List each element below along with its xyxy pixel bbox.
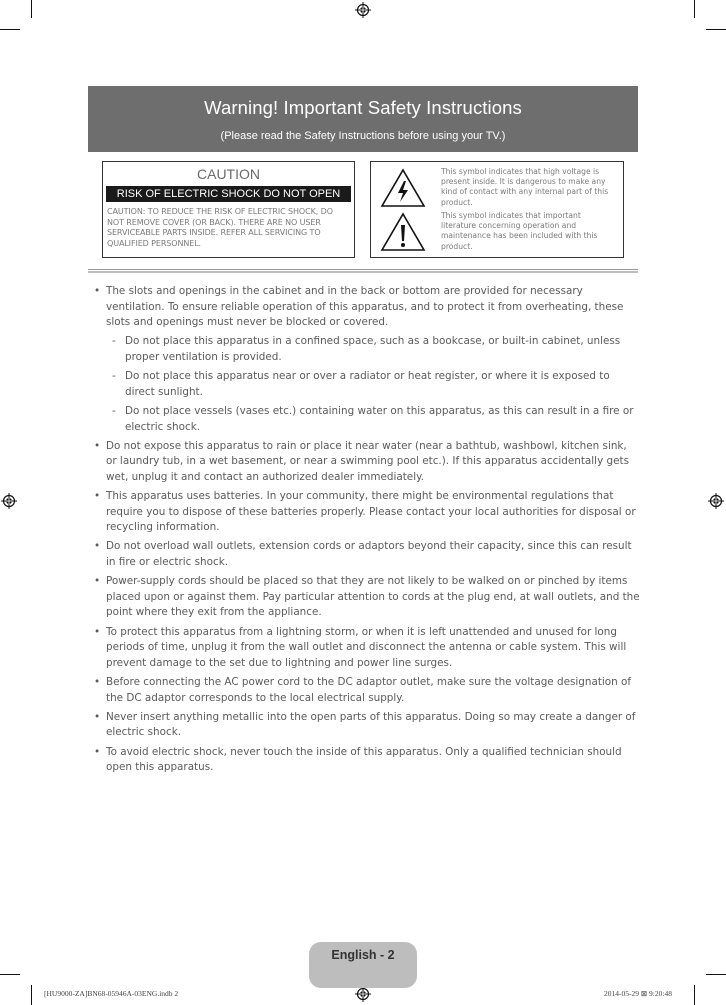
crop-mark: [0, 974, 20, 975]
list-item-text: Before connecting the AC power cord to the DC adaptor outlet, make sure the voltage designation of the DC adaptor corresponds to the local electrical supply.: [106, 676, 632, 704]
page-subtitle: (Please read the Safety Instructions before using your TV.): [220, 130, 506, 142]
crop-mark: [31, 0, 32, 18]
high-voltage-description: This symbol indicates that high voltage is present inside. It is dangerous to make any kind of contact with any internal part of this product.: [441, 167, 609, 207]
sub-list-item: [92, 334, 640, 365]
crop-mark: [31, 985, 32, 1005]
list-item: [92, 439, 640, 486]
list-item-text: Never insert anything metallic into the open parts of this apparatus. Doing so may create a danger of electric shock.: [106, 710, 636, 739]
sub-list-item-text: Do not place this apparatus in a confined space, such as a bookcase, or built-in cabinet, unless proper ventilation is provided.: [125, 335, 621, 363]
bullet-mark: •: [94, 439, 101, 452]
bullet-mark: •: [94, 285, 101, 297]
bullet-mark: •: [94, 745, 101, 758]
list-item-text: Power-supply cords should be placed so that they are not likely to be walked on or pinched by items placed upon or against them. Pay particular attention to cords at the plug end, at wall outlets, and the point where they exit from the appliance.: [106, 575, 640, 619]
dash-mark: -: [112, 335, 116, 348]
dash-mark: -: [112, 370, 116, 383]
list-item: [92, 675, 640, 706]
crop-mark: [694, 985, 695, 1005]
list-item: [92, 489, 640, 536]
registration-mark-icon: [1, 493, 17, 509]
print-slug-timestamp: 2014-05-29 ⊠ 9:20:48: [604, 989, 672, 998]
list-item: [92, 710, 640, 741]
list-item-text: The slots and openings in the cabinet and in the back or bottom are provided for necessary ventilation. To ensure reliable operation of this apparatus, and to protect it from overheating, these slots and openings must never be blocked or covered.: [106, 285, 624, 329]
list-item: [92, 625, 640, 672]
crop-mark: [0, 29, 20, 30]
page-title: Warning! Important Safety Instructions: [204, 97, 522, 118]
safety-header-banner: [88, 86, 638, 152]
sub-list-item: [92, 369, 640, 400]
print-slug-filename: [HU9000-ZA]BN68-05946A-03ENG.indb 2: [44, 989, 179, 998]
page-number-label: English - 2: [331, 948, 395, 962]
bullet-mark: •: [94, 490, 101, 503]
list-item-text: To avoid electric shock, never touch the inside of this apparatus. Only a qualified technician should open this apparatus.: [106, 745, 622, 774]
sub-list-item-text: Do not place vessels (vases etc.) containing water on this apparatus, as this can result in a fire or electric shock.: [125, 404, 634, 433]
bullet-mark: •: [94, 575, 101, 588]
bullet-mark: •: [94, 625, 101, 638]
bullet-mark: •: [94, 710, 101, 723]
list-item: [92, 745, 640, 776]
caution-body-text: CAUTION: TO REDUCE THE RISK OF ELECTRIC SHOCK, DO NOT REMOVE COVER (OR BACK). THERE ARE NO USER SERVICEABLE PARTS INSIDE. REFER ALL SERVICING TO QUALIFIED PERSONNEL.: [107, 207, 333, 248]
bullet-mark: •: [94, 676, 101, 688]
bullet-mark: •: [94, 540, 101, 553]
page-number-badge: [309, 942, 417, 988]
exclamation-warning-icon: [379, 211, 427, 253]
list-item-text: This apparatus uses batteries. In your community, there might be environmental regulations that require you to dispose of these batteries properly. Please contact your local authorities for disposal or recycling information.: [106, 490, 636, 534]
dash-mark: -: [112, 404, 116, 417]
literature-description: This symbol indicates that important literature concerning operation and maintenance has been included with this product.: [441, 211, 598, 251]
list-item-text: Do not overload wall outlets, extension cords or adaptors beyond their capacity, since this can result in fire or electric shock.: [106, 540, 632, 569]
list-item: [92, 574, 640, 621]
crop-mark: [706, 974, 726, 975]
list-item: [92, 539, 640, 570]
list-item: [92, 284, 640, 331]
high-voltage-warning-icon: [379, 167, 427, 209]
crop-mark: [706, 29, 726, 30]
registration-mark-icon: [708, 493, 724, 509]
list-item-text: Do not expose this apparatus to rain or place it near water (near a bathtub, washbowl, kitchen sink, or laundry tub, in a wet basement, or near a swimming pool etc.). If this apparatus accidentally gets wet, unplug it and contact an authorized dealer immediately.: [106, 439, 630, 483]
list-item-text: To protect this apparatus from a lightning storm, or when it is left unattended and unused for long periods of time, unplug it from the wall outlet and disconnect the antenna or cable system. This will prevent damage to the set due to lightning and power line surges.: [106, 625, 627, 669]
caution-risk-bar: RISK OF ELECTRIC SHOCK DO NOT OPEN: [106, 186, 351, 202]
caution-title: CAUTION: [197, 166, 260, 182]
caution-label-box: [102, 161, 355, 258]
crop-mark: [694, 0, 695, 18]
section-divider: [88, 269, 638, 273]
registration-mark-icon: [355, 2, 371, 18]
symbols-explanation-box: [370, 161, 624, 258]
registration-mark-icon: [355, 986, 371, 1002]
sub-list-item-text: Do not place this apparatus near or over a radiator or heat register, or where it is exposed to direct sunlight.: [125, 370, 610, 398]
safety-instructions-list: [92, 284, 640, 779]
sub-list-item: [92, 404, 640, 435]
